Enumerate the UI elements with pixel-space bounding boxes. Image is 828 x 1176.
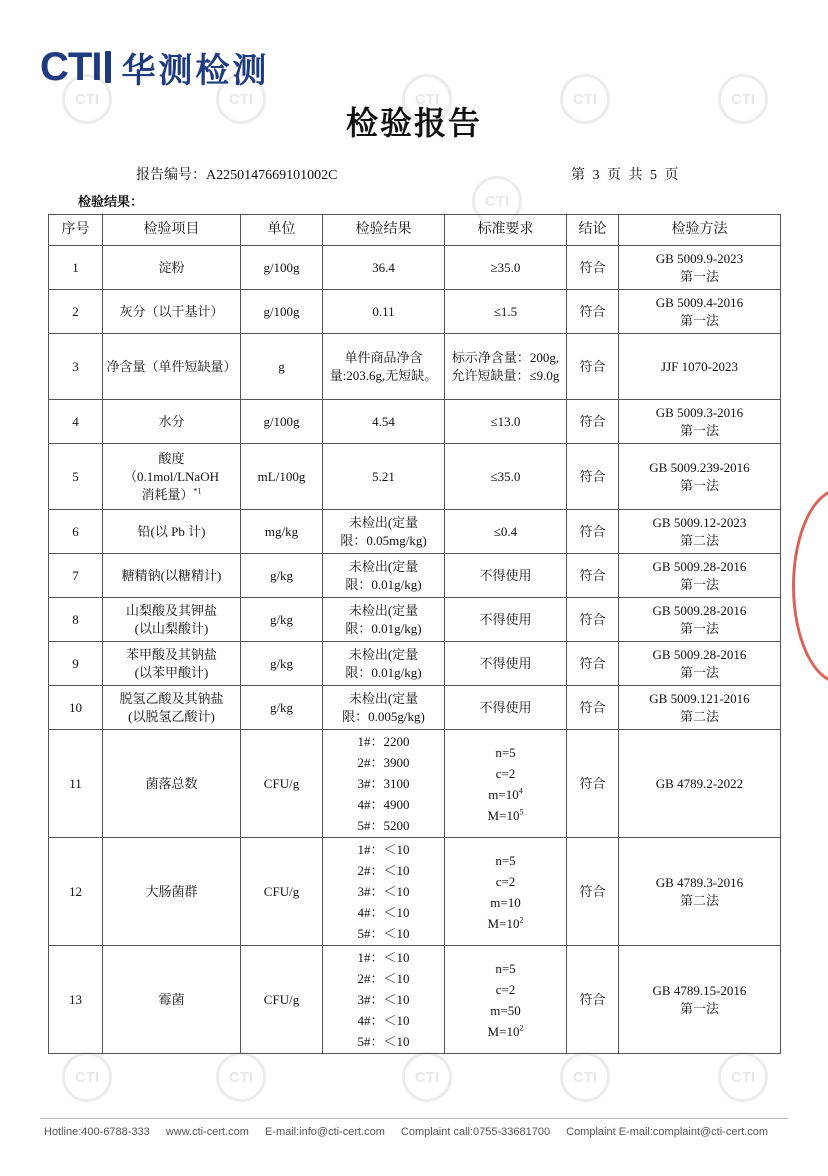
cell-method: GB 4789.15-2016 第一法: [619, 946, 781, 1054]
watermark-logo-icon: CTI: [216, 1052, 266, 1102]
report-number: [136, 164, 337, 184]
cell-no: 4: [49, 400, 103, 444]
cell-requirement: ≥35.0: [445, 246, 567, 290]
cell-requirement: [445, 946, 567, 1054]
watermark-logo-icon: CTI: [62, 1052, 112, 1102]
logo-divider: [105, 51, 111, 83]
cell-unit: g/kg: [241, 598, 323, 642]
column-header: 单位: [241, 215, 323, 246]
cell-item: 山梨酸及其钾盐 (以山梨酸计): [103, 598, 241, 642]
req-c: c=2: [495, 765, 516, 781]
cell-method: GB 5009.28-2016 第一法: [619, 598, 781, 642]
cell-unit: g/100g: [241, 290, 323, 334]
column-header: 序号: [49, 215, 103, 246]
cell-conclusion: 符合: [567, 554, 619, 598]
table-row: [49, 642, 781, 686]
req-n: n=5: [495, 960, 516, 976]
cell-requirement: 不得使用: [445, 642, 567, 686]
column-header: 标准要求: [445, 215, 567, 246]
cell-no: 7: [49, 554, 103, 598]
table-row: [49, 334, 781, 400]
cell-unit: CFU/g: [241, 946, 323, 1054]
cell-requirement: ≤0.4: [445, 510, 567, 554]
cell-no: 8: [49, 598, 103, 642]
cell-conclusion: 符合: [567, 246, 619, 290]
req-m-exp: 4: [518, 786, 523, 796]
cell-unit: CFU/g: [241, 838, 323, 946]
cell-unit: g/kg: [241, 686, 323, 730]
table-row: [49, 598, 781, 642]
cell-no: 1: [49, 246, 103, 290]
watermark-logo-icon: CTI: [62, 74, 112, 124]
cell-method: GB 5009.239-2016 第一法: [619, 444, 781, 510]
cell-result: 1#：＜10 2#：＜10 3#：＜10 4#：＜10 5#：＜10: [323, 946, 445, 1054]
footer-hotline: Hotline:400-6788-333: [44, 1126, 150, 1138]
watermark-logo-icon: CTI: [216, 74, 266, 124]
req-c: c=2: [495, 981, 516, 997]
footer-divider: [40, 1118, 788, 1119]
page-indicator: 第 3 页 共 5 页: [571, 168, 679, 183]
seal-stamp-icon: [792, 488, 828, 684]
cell-requirement: 不得使用: [445, 686, 567, 730]
column-header: 检验结果: [323, 215, 445, 246]
cell-no: 12: [49, 838, 103, 946]
cell-item: 菌落总数: [103, 730, 241, 838]
watermark-logo-icon: CTI: [472, 176, 522, 226]
cell-result: 0.11: [323, 290, 445, 334]
cell-item: [103, 444, 241, 510]
cell-unit: g/100g: [241, 400, 323, 444]
cell-unit: g/kg: [241, 554, 323, 598]
cell-no: 3: [49, 334, 103, 400]
table-header-row: [49, 215, 781, 246]
cell-conclusion: 符合: [567, 290, 619, 334]
cell-method: GB 4789.2-2022: [619, 730, 781, 838]
logo-cti-text: CTI: [40, 44, 102, 89]
cell-conclusion: 符合: [567, 946, 619, 1054]
cell-result: 5.21: [323, 444, 445, 510]
req-M-exp: 2: [519, 915, 524, 925]
req-n: n=5: [495, 744, 516, 760]
cell-method: GB 4789.3-2016 第二法: [619, 838, 781, 946]
table-row: [49, 686, 781, 730]
cell-no: 11: [49, 730, 103, 838]
cell-method: GB 5009.3-2016 第一法: [619, 400, 781, 444]
column-header: 结论: [567, 215, 619, 246]
cell-requirement: 不得使用: [445, 554, 567, 598]
cell-result: 36.4: [323, 246, 445, 290]
cell-item: 灰分（以干基计）: [103, 290, 241, 334]
watermark-logo-icon: CTI: [402, 74, 452, 124]
cell-item: 霉菌: [103, 946, 241, 1054]
cell-item: 淀粉: [103, 246, 241, 290]
cell-method: GB 5009.4-2016 第一法: [619, 290, 781, 334]
req-n: n=5: [495, 852, 516, 868]
cell-unit: g/kg: [241, 642, 323, 686]
watermark-logo-icon: CTI: [402, 1052, 452, 1102]
cell-unit: CFU/g: [241, 730, 323, 838]
cell-unit: g/100g: [241, 246, 323, 290]
footer-email: E-mail:info@cti-cert.com: [264, 1126, 385, 1138]
cell-method: GB 5009.9-2023 第一法: [619, 246, 781, 290]
footer: [44, 1126, 768, 1138]
cell-item: 苯甲酸及其钠盐 (以苯甲酸计): [103, 642, 241, 686]
cell-result: 未检出(定量 限：0.01g/kg): [323, 554, 445, 598]
cell-result: 单件商品净含量:203.6g,无短缺。: [323, 334, 445, 400]
cell-method: GB 5009.121-2016 第二法: [619, 686, 781, 730]
cell-item: 净含量（单件短缺量）: [103, 334, 241, 400]
results-table: [48, 214, 781, 1054]
watermark-logo-icon: CTI: [560, 74, 610, 124]
cell-no: 5: [49, 444, 103, 510]
cell-no: 9: [49, 642, 103, 686]
req-m: m=10: [490, 894, 521, 910]
table-row: [49, 290, 781, 334]
cell-item-text: 酸度 （0.1mol/LNaOH 消耗量）: [124, 450, 219, 502]
company-logo: [40, 44, 269, 90]
cell-method: GB 5009.28-2016 第一法: [619, 642, 781, 686]
req-M: M=10: [487, 915, 520, 931]
req-c: c=2: [495, 873, 516, 889]
cell-result: 未检出(定量 限：0.01g/kg): [323, 598, 445, 642]
table-row: [49, 444, 781, 510]
column-header: 检验项目: [103, 215, 241, 246]
req-m: m=10: [488, 786, 519, 802]
table-row: [49, 730, 781, 838]
table-row: [49, 554, 781, 598]
cell-conclusion: 符合: [567, 334, 619, 400]
logo-company-name: 华测检测: [121, 50, 270, 91]
column-header: 检验方法: [619, 215, 781, 246]
table-row: [49, 510, 781, 554]
req-M: M=10: [487, 1023, 520, 1039]
table-row: [49, 400, 781, 444]
cell-method: GB 5009.12-2023 第二法: [619, 510, 781, 554]
cell-result: 4.54: [323, 400, 445, 444]
cell-no: 2: [49, 290, 103, 334]
cell-conclusion: 符合: [567, 838, 619, 946]
footer-complaint-call: Complaint call:0755-33681700: [400, 1126, 551, 1138]
footer-website: www.cti-cert.com: [165, 1126, 249, 1138]
cell-requirement: 不得使用: [445, 598, 567, 642]
cell-conclusion: 符合: [567, 642, 619, 686]
cell-requirement: ≤13.0: [445, 400, 567, 444]
section-label: 检验结果：: [78, 195, 144, 210]
footer-complaint-email: Complaint E-mail:complaint@cti-cert.com: [566, 1126, 769, 1138]
cell-conclusion: 符合: [567, 598, 619, 642]
table-row: [49, 946, 781, 1054]
table-row: [49, 838, 781, 946]
cell-requirement: ≤35.0: [445, 444, 567, 510]
watermark-logo-icon: CTI: [718, 1052, 768, 1102]
cell-requirement: ≤1.5: [445, 290, 567, 334]
cell-item: 水分: [103, 400, 241, 444]
watermark-logo-icon: CTI: [718, 74, 768, 124]
cell-no: 13: [49, 946, 103, 1054]
cell-method: JJF 1070-2023: [619, 334, 781, 400]
cell-conclusion: 符合: [567, 730, 619, 838]
cell-unit: g: [241, 334, 323, 400]
cell-result: 1#：＜10 2#：＜10 3#：＜10 4#：＜10 5#：＜10: [323, 838, 445, 946]
cell-item: 脱氢乙酸及其钠盐 (以脱氢乙酸计): [103, 686, 241, 730]
page-title: 检验报告: [345, 104, 482, 142]
cell-conclusion: 符合: [567, 400, 619, 444]
cell-requirement: [445, 730, 567, 838]
table-row: [49, 246, 781, 290]
cell-result: 未检出(定量 限：0.01g/kg): [323, 642, 445, 686]
cell-unit: mg/kg: [241, 510, 323, 554]
cell-conclusion: 符合: [567, 686, 619, 730]
cell-result: 1#：2200 2#：3900 3#：3100 4#：4900 5#：5200: [323, 730, 445, 838]
watermark-logo-icon: CTI: [560, 1052, 610, 1102]
cell-conclusion: 符合: [567, 444, 619, 510]
footnote-marker: *1: [193, 486, 202, 496]
cell-method: GB 5009.28-2016 第一法: [619, 554, 781, 598]
report-number-label: 报告编号：: [136, 168, 206, 183]
cell-result: 未检出(定量 限：0.005g/kg): [323, 686, 445, 730]
report-number-value: A2250147669101002C: [206, 168, 338, 183]
cell-item: 大肠菌群: [103, 838, 241, 946]
cell-no: 6: [49, 510, 103, 554]
cell-conclusion: 符合: [567, 510, 619, 554]
req-m: m=50: [490, 1002, 521, 1018]
req-M-exp: 5: [519, 807, 524, 817]
cell-item: 糖精钠(以糖精计): [103, 554, 241, 598]
cell-result: 未检出(定量 限：0.05mg/kg): [323, 510, 445, 554]
cell-requirement: 标示净含量：200g,允许短缺量：≤9.0g: [445, 334, 567, 400]
cell-no: 10: [49, 686, 103, 730]
cell-requirement: [445, 838, 567, 946]
cell-unit: mL/100g: [241, 444, 323, 510]
cell-item: 铅(以 Pb 计): [103, 510, 241, 554]
req-M: M=10: [487, 807, 520, 823]
req-M-exp: 2: [519, 1023, 524, 1033]
